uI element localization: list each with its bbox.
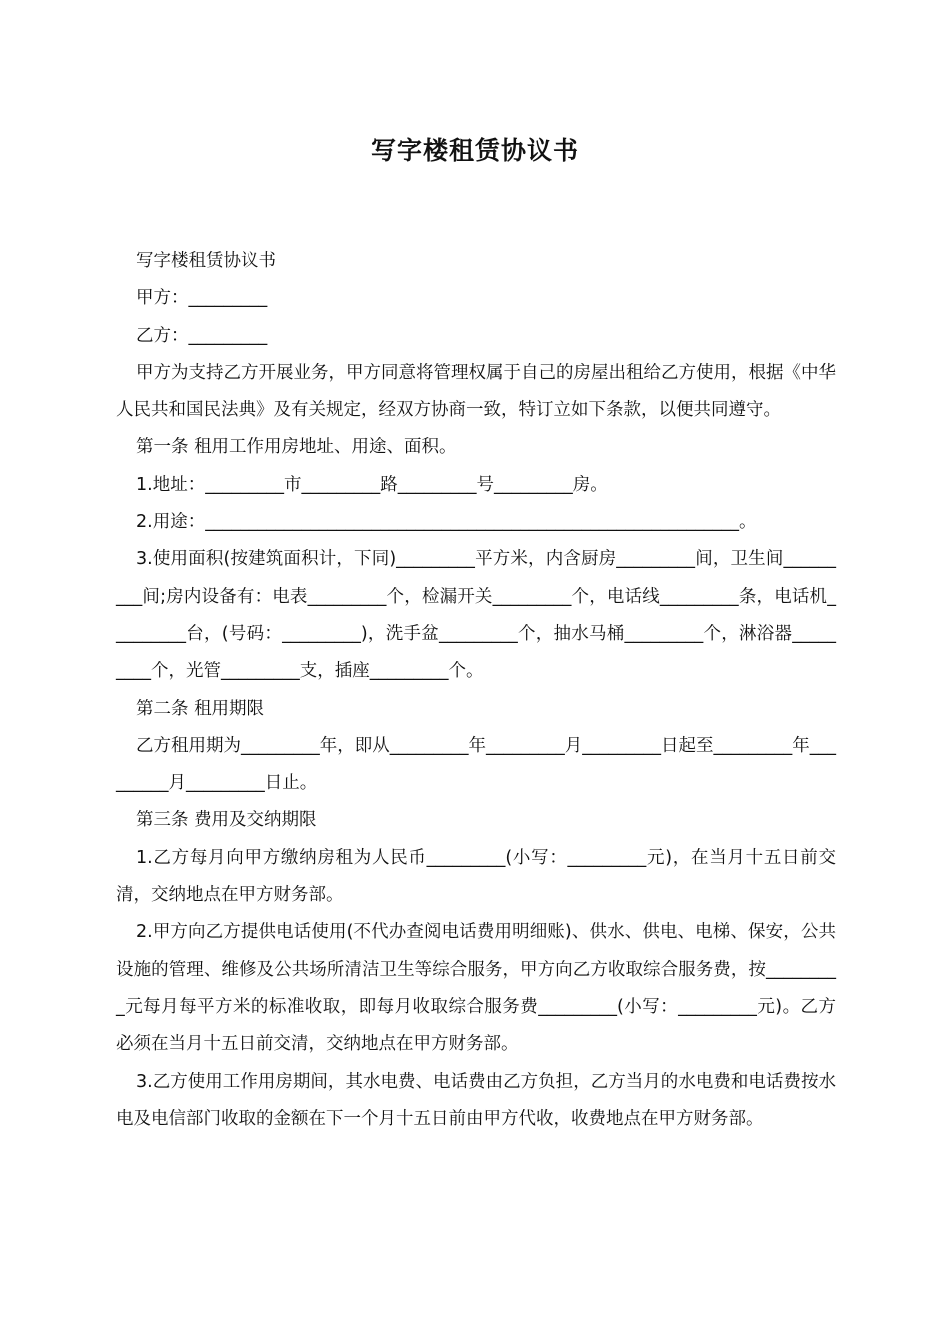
subtitle-line: 写字楼租赁协议书 <box>136 251 276 271</box>
article-3-clause-rent: 1.乙方每月向甲方缴纳房租为人民币_________(小写：_________元)，在当月十五日前交清，交纳地点在甲方财务部。 <box>116 847 836 906</box>
article-2-clause-term: 乙方租用期为_________年，即从_________年_________月_________日起至_________年_________月_________日止。 <box>116 735 836 794</box>
article-1-clause-address: 1.地址：_________市_________路_________号_________房。 <box>136 474 608 495</box>
article-1-heading: 第一条 租用工作用房地址、用途、面积。 <box>136 437 457 458</box>
party-b-line: 乙方：_________ <box>136 325 268 346</box>
article-3-clause-service-fee: 2.甲方向乙方提供电话使用(不代办查阅电话费用明细账)、供水、供电、电梯、保安，公共设施的管理、维修及公共场所清洁卫生等综合服务，甲方向乙方收取综合服务费，按_________元每月每平方米的标准收取，即每月收取综合服务费_________(小写：_________元)。乙方必须在当月十五日前交清，交纳地点在甲方财务部。 <box>116 922 836 1055</box>
article-1-clause-usage: 2.用途：_____________________________________________________________。 <box>136 512 757 533</box>
document-body <box>116 243 836 1138</box>
article-3-clause-utilities: 3.乙方使用工作用房期间，其水电费、电话费由乙方负担，乙方当月的水电费和电话费按水电及电信部门收取的金额在下一个月十五日前由甲方代收，收费地点在甲方财务部。 <box>116 1071 836 1129</box>
document-title: 写字楼租赁协议书 <box>370 136 579 165</box>
preamble-paragraph: 甲方为支持乙方开展业务，甲方同意将管理权属于自己的房屋出租给乙方使用，根据《中华人民共和国民法典》及有关规定，经双方协商一致，特订立如下条款，以便共同遵守。 <box>116 362 836 421</box>
article-3-heading: 第三条 费用及交纳期限 <box>136 810 317 831</box>
party-a-line: 甲方：_________ <box>136 288 268 309</box>
article-1-clause-area: 3.使用面积(按建筑面积计，下同)_________平方米，内含厨房_________间，卫生间_________间;房内设备有：电表_________个，检漏开关_________个，电话线_________条，电话机_________台，(号码：_________)，洗手盆_________个，抽水马桶_________个，淋浴器_________个，光管_________支，插座_________个。 <box>116 549 836 682</box>
article-2-heading: 第二条 租用期限 <box>136 698 265 719</box>
